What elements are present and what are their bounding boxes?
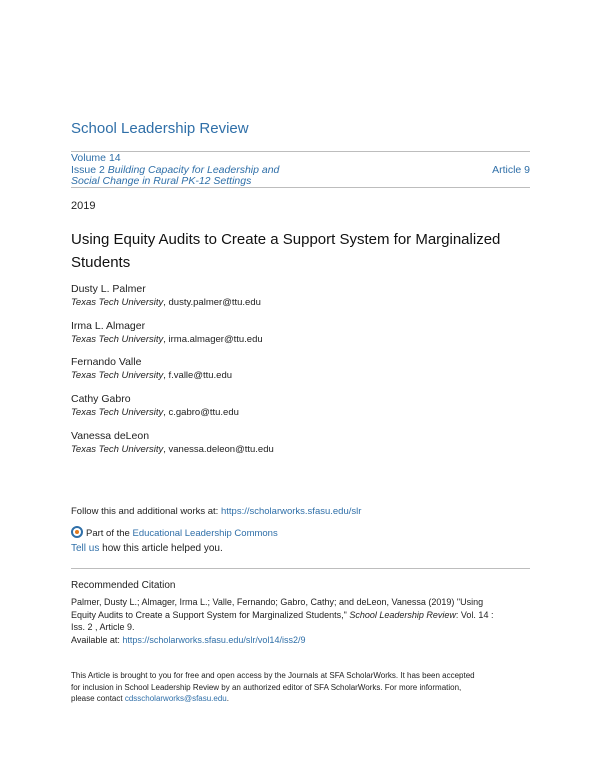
author-institution: Texas Tech University — [71, 444, 164, 455]
author-institution: Texas Tech University — [71, 407, 164, 418]
issue-title-line2[interactable]: Social Change in Rural PK-12 Settings — [71, 175, 252, 187]
contact-email-link[interactable]: cdsscholarworks@sfasu.edu — [124, 694, 227, 703]
tell-us-suffix: how this article helped you. — [99, 543, 223, 554]
article-title — [71, 228, 531, 274]
issue-label[interactable]: Issue 2 — [71, 163, 105, 176]
follow-line — [71, 506, 361, 517]
footer-line2: for inclusion in School Leadership Review by an authorized editor of SFA ScholarWorks. For more information, — [71, 682, 462, 692]
mid-rule — [71, 187, 530, 188]
author-entry — [71, 356, 232, 382]
author-entry — [71, 283, 261, 309]
tell-us-line — [71, 543, 223, 554]
author-name: Irma L. Almager — [71, 320, 146, 332]
article-title-line2: Students — [71, 254, 131, 271]
author-email: , irma.almager@ttu.edu — [163, 334, 263, 345]
top-rule — [71, 151, 530, 152]
footer-contact-prefix: please contact — [71, 694, 125, 703]
footer-line1: This Article is brought to you for free and open access by the Journals at SFA ScholarWorks. It has been accepted — [71, 671, 475, 680]
journal-title[interactable]: School Leadership Review — [71, 120, 249, 137]
follow-link[interactable]: https://scholarworks.sfasu.edu/slr — [220, 506, 362, 517]
recommended-citation-heading: Recommended Citation — [71, 580, 176, 591]
citation-text — [71, 596, 531, 646]
author-name: Dusty L. Palmer — [71, 283, 146, 295]
issue-info — [71, 153, 371, 188]
author-name: Vanessa deLeon — [71, 430, 150, 442]
citation-line1: Palmer, Dusty L.; Almager, Irma L.; Valle, Fernando; Gabro, Cathy; and deLeon, Vanessa (2019) "Using — [71, 597, 484, 607]
author-entry — [71, 393, 239, 419]
author-name: Cathy Gabro — [71, 393, 131, 405]
network-icon — [71, 526, 83, 538]
issue-title-line1[interactable]: Building Capacity for Leadership and — [107, 163, 280, 176]
author-email: , c.gabro@ttu.edu — [163, 407, 239, 418]
footer-notice — [71, 670, 531, 705]
author-institution: Texas Tech University — [71, 334, 164, 345]
citation-rule — [71, 568, 530, 569]
author-entry — [71, 320, 263, 346]
author-email: , dusty.palmer@ttu.edu — [163, 297, 261, 308]
part-of-line — [71, 526, 278, 539]
follow-prefix: Follow this and additional works at: — [71, 506, 221, 517]
available-link[interactable]: https://scholarworks.sfasu.edu/slr/vol14/iss2/9 — [122, 634, 306, 645]
educational-leadership-commons-link[interactable]: Educational Leadership Commons — [132, 528, 278, 539]
citation-journal: School Leadership Review — [349, 609, 456, 620]
volume-link[interactable]: Volume 14 — [71, 152, 121, 164]
author-entry — [71, 430, 274, 456]
author-name: Fernando Valle — [71, 356, 142, 368]
citation-line3: Iss. 2 , Article 9. — [71, 622, 135, 632]
citation-line2a: Equity Audits to Create a Support System for Marginalized Students," — [71, 609, 350, 620]
footer-contact-suffix: . — [226, 694, 229, 703]
tell-us-link[interactable]: Tell us — [71, 543, 100, 554]
author-institution: Texas Tech University — [71, 297, 164, 308]
partof-prefix: Part of the — [86, 528, 133, 539]
article-title-line1: Using Equity Audits to Create a Support System for Marginalized — [71, 231, 501, 248]
author-email: , f.valle@ttu.edu — [163, 370, 233, 381]
publication-year: 2019 — [71, 200, 96, 212]
author-email: , vanessa.deleon@ttu.edu — [163, 444, 274, 455]
available-prefix: Available at: — [71, 634, 123, 645]
author-institution: Texas Tech University — [71, 370, 164, 381]
article-number[interactable]: Article 9 — [492, 164, 530, 176]
citation-line2b: : Vol. 14 : — [455, 609, 494, 620]
